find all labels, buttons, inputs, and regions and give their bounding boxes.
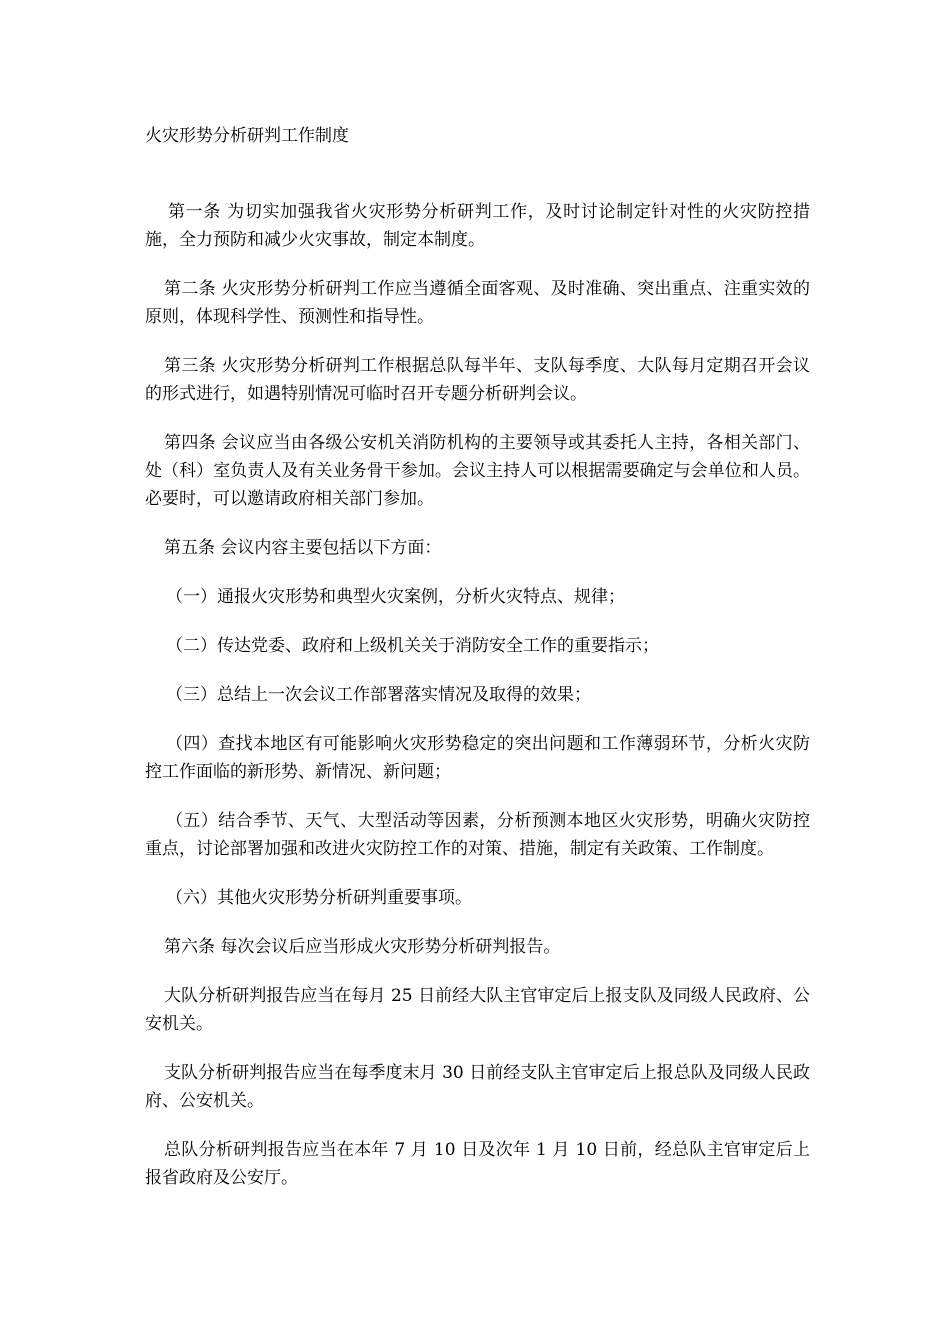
- report-brigade: 大队分析研判报告应当在每月 25 日前经大队主官审定后上报支队及同级人民政府、公安机关。: [145, 986, 810, 1034]
- article-5-item-4: （四）查找本地区有可能影响火灾形势稳定的突出问题和工作薄弱环节，分析火灾防控工作面临的新形势、新情况、新问题；: [145, 734, 810, 782]
- article-5: 第五条 会议内容主要包括以下方面：: [164, 538, 442, 558]
- article-4: 第四条 会议应当由各级公安机关消防机构的主要领导或其委托人主持，各相关部门、处（科）室负责人及有关业务骨干参加。会议主持人可以根据需要确定与会单位和人员。必要时，可以邀请政府相关部门参加。: [145, 433, 810, 509]
- document-page: [145, 122, 810, 1213]
- document-title: 火灾形势分析研判工作制度: [145, 126, 349, 146]
- article-2: 第二条 火灾形势分析研判工作应当遵循全面客观、及时准确、突出重点、注重实效的原则，体现科学性、预测性和指导性。: [145, 279, 810, 327]
- article-5-item-3: （三）总结上一次会议工作部署落实情况及取得的效果；: [166, 685, 591, 705]
- article-6: 第六条 每次会议后应当形成火灾形势分析研判报告。: [164, 937, 561, 957]
- article-5-item-1: （一）通报火灾形势和典型火灾案例，分析火灾特点、规律；: [166, 587, 625, 607]
- report-corps: 总队分析研判报告应当在本年 7 月 10 日及次年 1 月 10 日前，经总队主官审定后上报省政府及公安厅。: [145, 1140, 810, 1188]
- article-5-item-5: （五）结合季节、天气、大型活动等因素，分析预测本地区火灾形势，明确火灾防控重点，讨论部署加强和改进火灾防控工作的对策、措施，制定有关政策、工作制度。: [145, 811, 810, 859]
- article-3: 第三条 火灾形势分析研判工作根据总队每半年、支队每季度、大队每月定期召开会议的形式进行，如遇特别情况可临时召开专题分析研判会议。: [145, 356, 810, 404]
- article-5-item-2: （二）传达党委、政府和上级机关关于消防安全工作的重要指示；: [166, 636, 659, 656]
- report-detachment: 支队分析研判报告应当在每季度末月 30 日前经支队主官审定后上报总队及同级人民政府、公安机关。: [145, 1063, 810, 1111]
- article-5-item-6: （六）其他火灾形势分析研判重要事项。: [166, 888, 472, 908]
- article-1: 第一条 为切实加强我省火灾形势分析研判工作，及时讨论制定针对性的火灾防控措施，全力预防和减少火灾事故，制定本制度。: [145, 202, 810, 250]
